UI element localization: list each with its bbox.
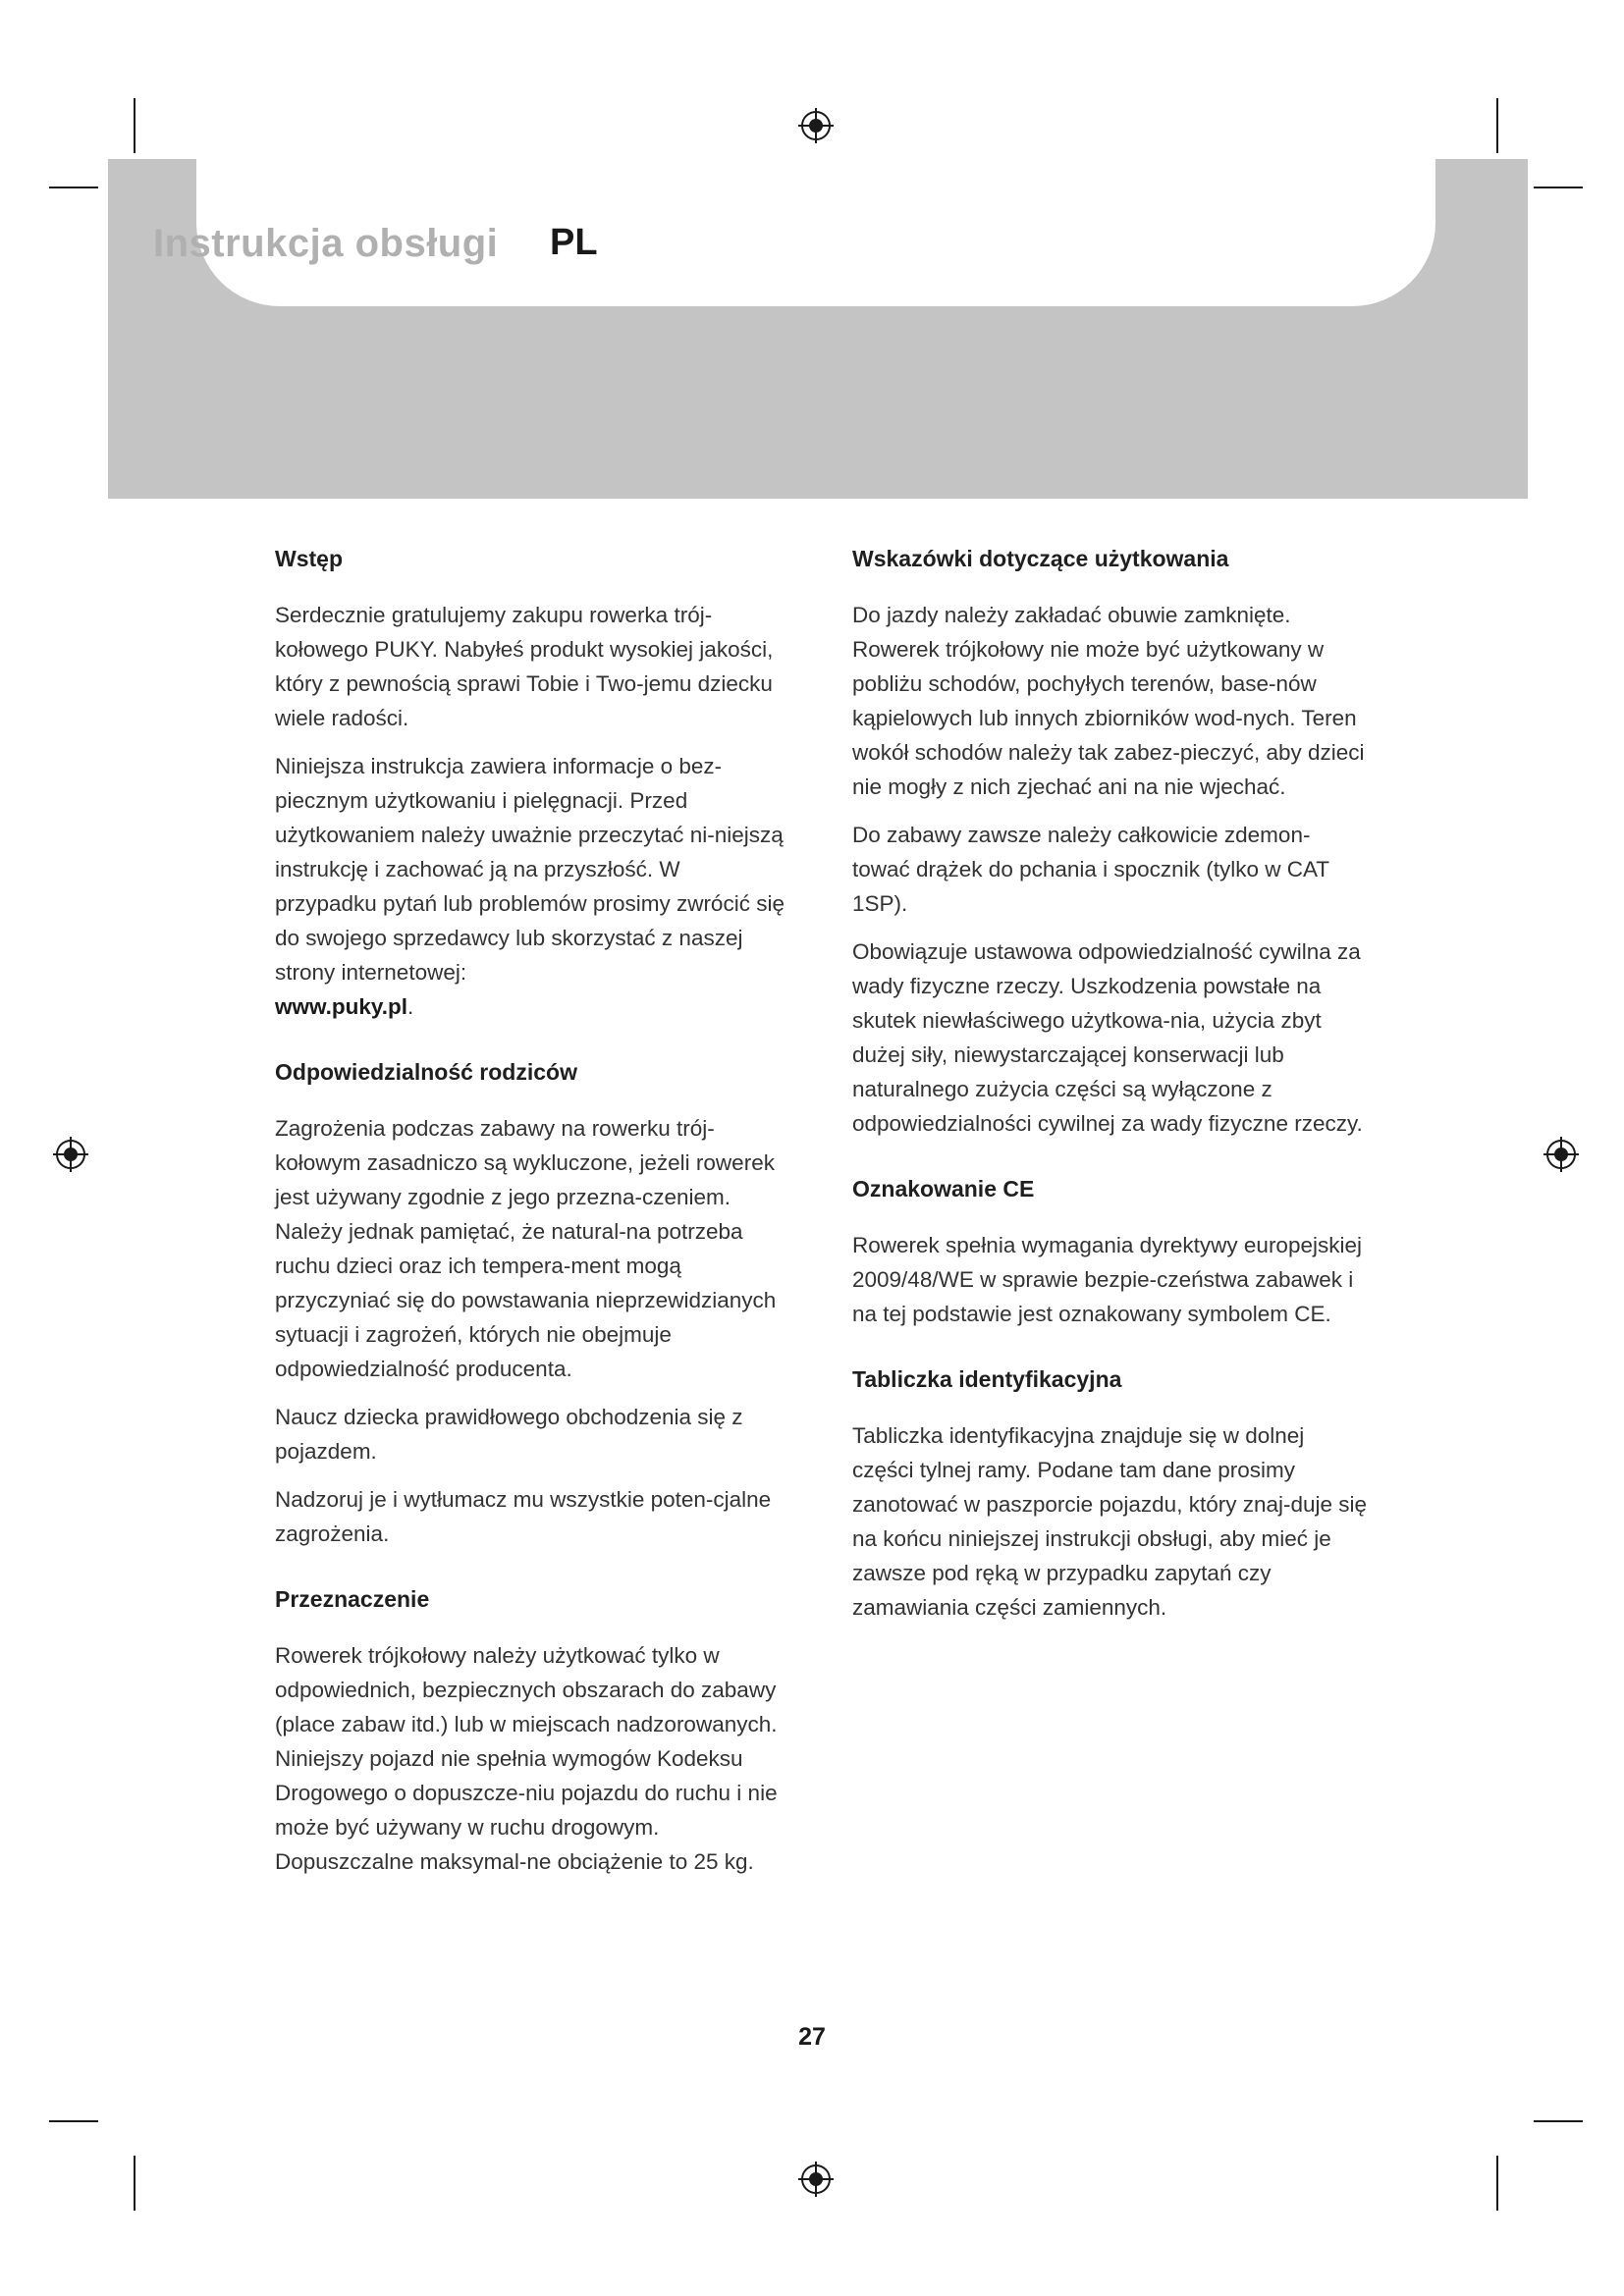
section-purpose	[275, 1586, 785, 1879]
paragraph: Obowiązuje ustawowa odpowiedzialność cywilna za wady fizyczne rzeczy. Uszkodzenia powstałe na skutek niewłaściwego użytkowa-nia, użycia zbyt dużej siły, niewystarczającej konserwacji lub naturalnego zużycia części są wyłączone z odpowiedzialności cywilnej za wady fizyczne rzeczy.	[852, 939, 1363, 1136]
registration-mark-icon	[796, 2160, 836, 2199]
section-heading: Wstęp	[275, 546, 343, 571]
crop-mark	[1496, 2156, 1498, 2211]
paragraph: Naucz dziecka prawidłowego obchodzenia się z pojazdem.	[275, 1405, 743, 1464]
section-heading: Tabliczka identyfikacyjna	[852, 1366, 1122, 1392]
paragraph: Nadzoruj je i wytłumacz mu wszystkie poten-cjalne zagrożenia.	[275, 1487, 772, 1546]
section-heading: Odpowiedzialność rodziców	[275, 1059, 577, 1085]
section-heading: Oznakowanie CE	[852, 1176, 1035, 1201]
registration-mark-icon	[51, 1135, 90, 1174]
website-link[interactable]: www.puky.pl	[275, 994, 408, 1019]
paragraph: Serdecznie gratulujemy zakupu rowerka trój-kołowego PUKY. Nabyłeś produkt wysokiej jakości, który z pewnością sprawi Tobie i Two-jemu dziecku wiele radości.	[275, 603, 774, 730]
section-usage	[852, 546, 1368, 1141]
section-ce	[852, 1176, 1368, 1331]
crop-mark	[134, 98, 135, 153]
crop-mark	[1534, 187, 1583, 188]
crop-mark	[134, 2156, 135, 2211]
crop-mark	[1534, 2120, 1583, 2122]
section-heading: Wskazówki dotyczące użytkowania	[852, 546, 1229, 571]
page-title: Instrukcja obsługi	[153, 222, 499, 265]
crop-mark	[49, 2120, 98, 2122]
left-column	[275, 546, 785, 1914]
paragraph-text: Niniejsza instrukcja zawiera informacje o bez-piecznym użytkowaniu i pielęgnacji. Przed użytkowaniem należy uważnie przeczytać ni-niejszą instrukcję i zachować ją na przyszłość. W przypadku pytań lub problemów prosimy zwrócić się do swojego sprzedawcy lub skorzystać z naszej strony internetowej:	[275, 754, 785, 985]
paragraph: Rowerek spełnia wymagania dyrektywy europejskiej 2009/48/WE w sprawie bezpie-czeństwa zabawek i na tej podstawie jest oznakowany symbolem CE.	[852, 1233, 1362, 1326]
paragraph: Rowerek trójkołowy należy użytkować tylko w odpowiednich, bezpiecznych obszarach do zabawy (place zabaw itd.) lub w miejscach nadzorowanych. Niniejszy pojazd nie spełnia wymogów Kodeksu Drogowego o dopuszcze-niu pojazdu do ruchu i nie może być używany w ruchu drogowym. Dopuszczalne maksymal-ne obciążenie to 25 kg.	[275, 1643, 778, 1874]
punctuation: .	[407, 994, 414, 1019]
section-heading: Przeznaczenie	[275, 1586, 430, 1612]
section-plate	[852, 1366, 1368, 1625]
section-intro	[275, 546, 785, 1024]
right-column	[852, 546, 1368, 1660]
crop-mark	[1496, 98, 1498, 153]
paragraph: Do zabawy zawsze należy całkowicie zdemon-tować drążek do pchania i spocznik (tylko w CAT 1SP).	[852, 823, 1329, 916]
registration-mark-icon	[796, 106, 836, 145]
paragraph: Zagrożenia podczas zabawy na rowerku trój-kołowym zasadniczo są wykluczone, jeżeli rowerek jest używany zgodnie z jego przezna-czeniem. Należy jednak pamiętać, że natural-na potrzeba ruchu dzieci oraz ich tempera-ment mogą przyczyniać się do powstawania nieprzewidzianych sytuacji i zagrożeń, których nie obejmuje odpowiedzialność producenta.	[275, 1116, 777, 1381]
crop-mark	[49, 187, 98, 188]
paragraph: Do jazdy należy zakładać obuwie zamknięte. Rowerek trójkołowy nie może być użytkowany w pobliżu schodów, pochyłych terenów, base-nów kąpielowych lub innych zbiorników wod-nych. Teren wokół schodów należy tak zabez-pieczyć, aby dzieci nie mogły z nich zjechać ani na nie wjechać.	[852, 603, 1365, 799]
paragraph: Tabliczka identyfikacyjna znajduje się w dolnej części tylnej ramy. Podane tam dane prosimy zanotować w paszporcie pojazdu, który znaj-duje się na końcu niniejszej instrukcji obsługi, aby mieć je zawsze pod ręką w przypadku zapytań czy zamawiania części zamiennych.	[852, 1423, 1368, 1620]
paragraph	[275, 749, 785, 1024]
language-code: PL	[550, 222, 598, 263]
section-parents	[275, 1059, 785, 1551]
registration-mark-icon	[1542, 1135, 1581, 1174]
page-number: 27	[798, 2023, 826, 2051]
